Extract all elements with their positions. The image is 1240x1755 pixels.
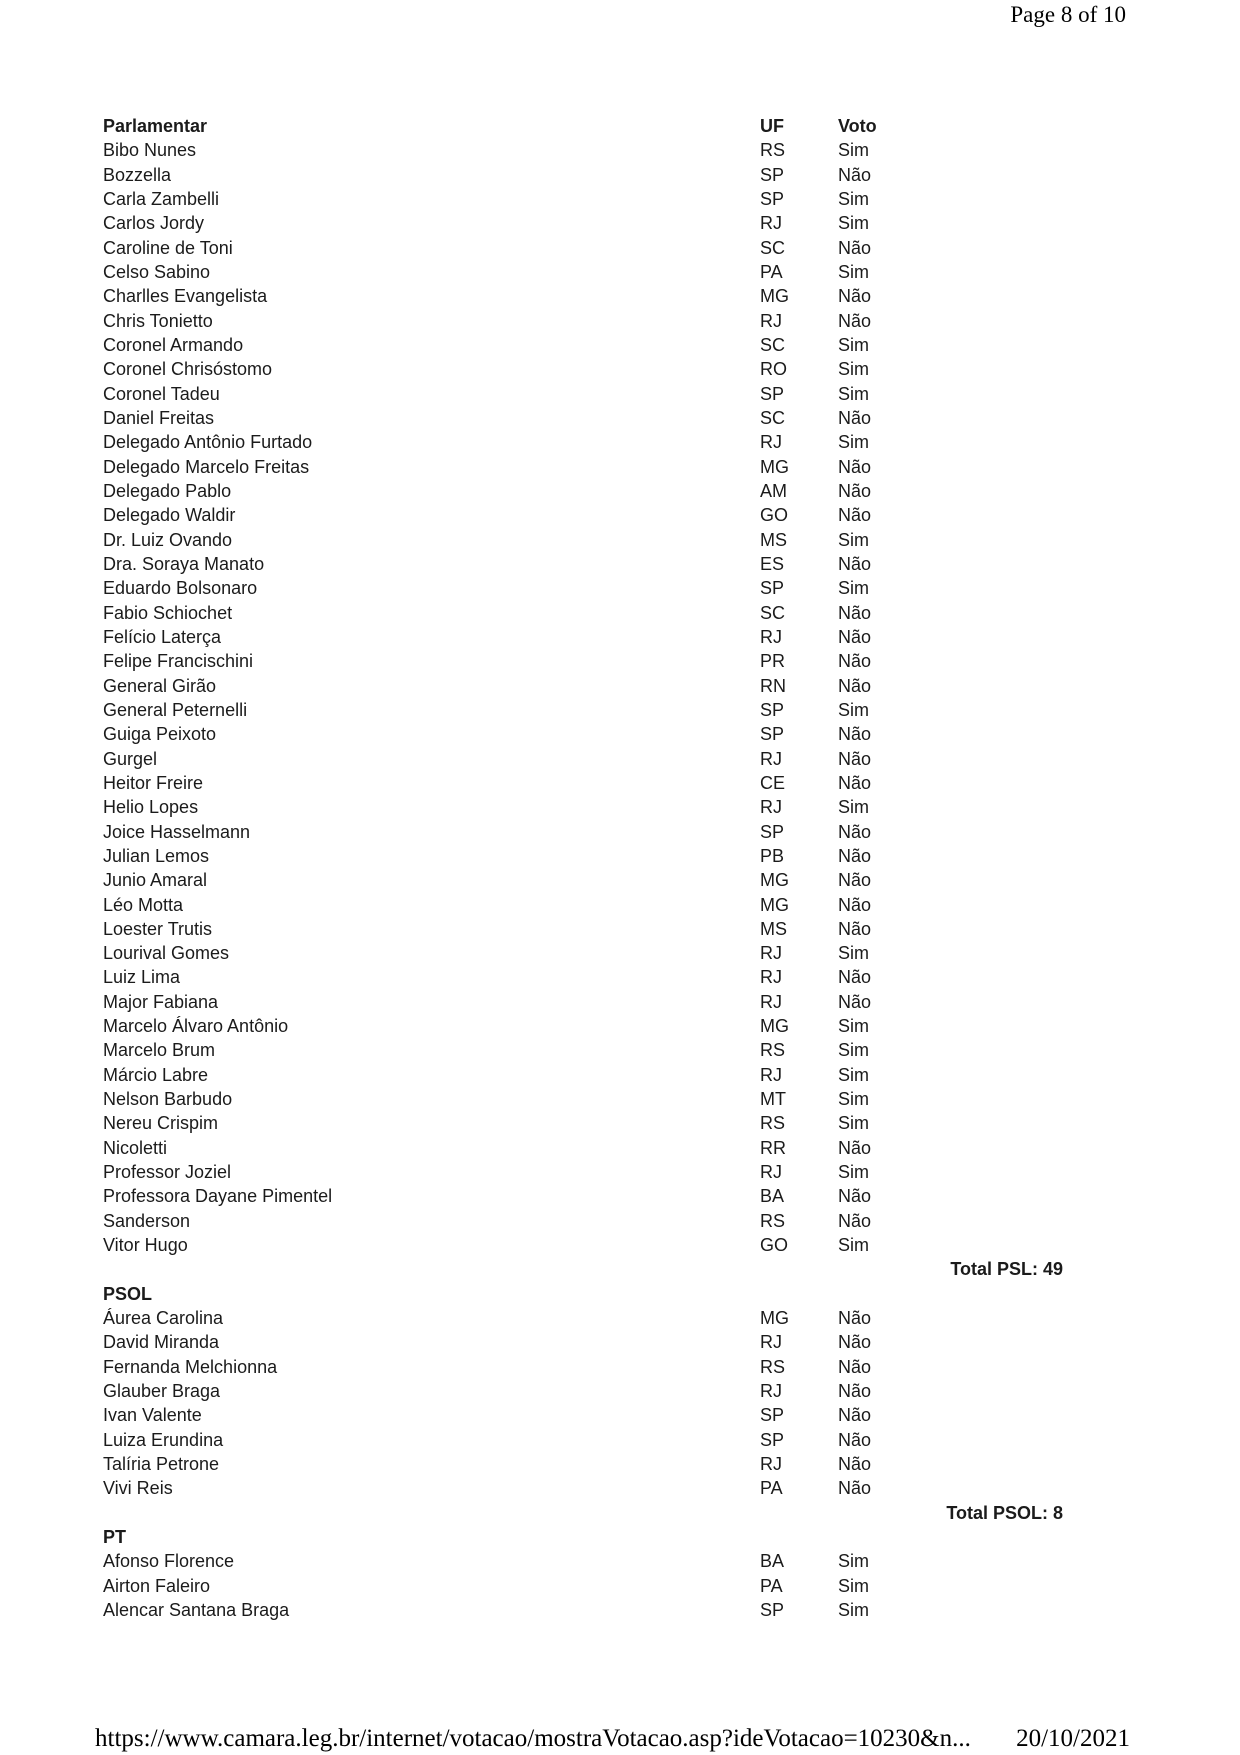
parlamentar-name: Major Fabiana <box>103 991 219 1012</box>
voto-value: Não <box>838 870 872 891</box>
votes-table <box>0 114 1240 1622</box>
voto-value: Não <box>838 651 872 672</box>
table-row <box>0 1038 1240 1062</box>
voto-value: Sim <box>838 359 869 380</box>
parlamentar-name: Junio Amaral <box>103 870 208 891</box>
table-row <box>0 1160 1240 1184</box>
uf-value: MG <box>760 456 789 477</box>
voto-value: Não <box>838 1381 872 1402</box>
parlamentar-name: Felício Laterça <box>103 626 222 647</box>
voto-value: Sim <box>838 1064 869 1085</box>
uf-value: SC <box>760 334 786 355</box>
table-header-row <box>0 114 1240 138</box>
parlamentar-name: Dr. Luiz Ovando <box>103 529 233 550</box>
uf-value: SP <box>760 164 785 185</box>
uf-value: SP <box>760 724 785 745</box>
table-row <box>0 917 1240 941</box>
voto-value: Não <box>838 286 872 307</box>
uf-value: RN <box>760 675 786 696</box>
parlamentar-name: Nicoletti <box>103 1137 168 1158</box>
table-row <box>0 1233 1240 1257</box>
parlamentar-name: General Girão <box>103 675 217 696</box>
parlamentar-name: Celso Sabino <box>103 261 211 282</box>
table-row <box>0 844 1240 868</box>
voto-value: Não <box>838 237 872 258</box>
table-row <box>0 1549 1240 1573</box>
voto-value: Não <box>838 845 872 866</box>
uf-value: SP <box>760 1405 785 1426</box>
uf-value: SP <box>760 188 785 209</box>
table-row <box>0 479 1240 503</box>
parlamentar-name: Bozzella <box>103 164 172 185</box>
uf-value: PA <box>760 1575 783 1596</box>
table-row <box>0 309 1240 333</box>
voto-value: Não <box>838 675 872 696</box>
parlamentar-name: Delegado Waldir <box>103 505 236 526</box>
voto-value: Sim <box>838 140 869 161</box>
uf-value: SP <box>760 1600 785 1621</box>
parlamentar-name: Vivi Reis <box>103 1478 173 1499</box>
uf-value: RJ <box>760 1454 782 1475</box>
parlamentar-name: Felipe Francischini <box>103 651 254 672</box>
parlamentar-name: Nelson Barbudo <box>103 1089 233 1110</box>
uf-value: SP <box>760 578 785 599</box>
voto-value: Não <box>838 1137 872 1158</box>
page-footer <box>95 1726 1130 1751</box>
voto-value: Não <box>838 164 872 185</box>
voto-value: Sim <box>838 699 869 720</box>
uf-value: MG <box>760 286 789 307</box>
uf-value: MG <box>760 1016 789 1037</box>
table-row <box>0 771 1240 795</box>
table-row <box>0 1184 1240 1208</box>
voto-value: Não <box>838 1356 872 1377</box>
voto-value: Não <box>838 505 872 526</box>
table-row <box>0 503 1240 527</box>
uf-value: SP <box>760 821 785 842</box>
voto-value: Sim <box>838 334 869 355</box>
voto-value: Sim <box>838 1551 869 1572</box>
parlamentar-name: Loester Trutis <box>103 918 213 939</box>
parlamentar-name: Daniel Freitas <box>103 407 215 428</box>
voto-value: Sim <box>838 943 869 964</box>
table-row <box>0 187 1240 211</box>
parlamentar-name: Márcio Labre <box>103 1064 209 1085</box>
uf-value: MS <box>760 918 787 939</box>
uf-value: RJ <box>760 310 782 331</box>
parlamentar-name: Léo Motta <box>103 894 184 915</box>
uf-value: SP <box>760 383 785 404</box>
parlamentar-name: Sanderson <box>103 1210 191 1231</box>
table-row <box>0 965 1240 989</box>
parlamentar-name: Carla Zambelli <box>103 188 220 209</box>
table-row <box>0 382 1240 406</box>
table-row <box>0 430 1240 454</box>
footer-date: 20/10/2021 <box>1016 1725 1130 1752</box>
voto-value: Sim <box>838 797 869 818</box>
table-row <box>0 1209 1240 1233</box>
voto-value: Não <box>838 1478 872 1499</box>
party-total-row <box>0 1501 1240 1525</box>
voto-value: Não <box>838 310 872 331</box>
uf-value: RJ <box>760 1381 782 1402</box>
voto-value: Não <box>838 724 872 745</box>
table-row <box>0 1403 1240 1427</box>
voto-value: Não <box>838 918 872 939</box>
table-row <box>0 795 1240 819</box>
table-row <box>0 357 1240 381</box>
votes-table-body <box>0 138 1240 1622</box>
voto-value: Sim <box>838 261 869 282</box>
uf-value: RJ <box>760 1162 782 1183</box>
uf-value: ES <box>760 553 785 574</box>
voto-value: Não <box>838 602 872 623</box>
uf-value: RJ <box>760 213 782 234</box>
voto-value: Sim <box>838 1575 869 1596</box>
parlamentar-name: Carlos Jordy <box>103 213 205 234</box>
voto-value: Sim <box>838 213 869 234</box>
parlamentar-name: Nereu Crispim <box>103 1113 219 1134</box>
party-header-row <box>0 1525 1240 1549</box>
parlamentar-name: Chris Tonietto <box>103 310 213 331</box>
uf-value: RS <box>760 1210 786 1231</box>
table-row <box>0 893 1240 917</box>
table-row <box>0 601 1240 625</box>
table-row <box>0 1306 1240 1330</box>
table-row <box>0 1355 1240 1379</box>
table-row <box>0 1452 1240 1476</box>
parlamentar-name: Guiga Peixoto <box>103 724 217 745</box>
uf-value: RR <box>760 1137 786 1158</box>
uf-value: RS <box>760 1040 786 1061</box>
footer-url: https://www.camara.leg.br/internet/votacao/mostraVotacao.asp?ideVotacao=10230&n... <box>95 1725 971 1752</box>
table-row <box>0 455 1240 479</box>
voto-value: Não <box>838 1332 872 1353</box>
parlamentar-name: Caroline de Toni <box>103 237 233 258</box>
table-row <box>0 698 1240 722</box>
uf-value: GO <box>760 505 789 526</box>
parlamentar-name: Fabio Schiochet <box>103 602 233 623</box>
parlamentar-name: Eduardo Bolsonaro <box>103 578 258 599</box>
uf-value: RJ <box>760 943 782 964</box>
uf-value: SP <box>760 1429 785 1450</box>
table-row <box>0 1087 1240 1111</box>
parlamentar-name: Delegado Antônio Furtado <box>103 432 313 453</box>
table-row <box>0 333 1240 357</box>
table-row <box>0 1111 1240 1135</box>
party-name: PSOL <box>103 1283 153 1304</box>
parlamentar-name: Luiz Lima <box>103 967 181 988</box>
voto-value: Não <box>838 626 872 647</box>
voto-value: Sim <box>838 1040 869 1061</box>
uf-value: RJ <box>760 797 782 818</box>
voto-value: Não <box>838 772 872 793</box>
uf-value: MT <box>760 1089 786 1110</box>
voto-value: Não <box>838 1210 872 1231</box>
column-header-parlamentar: Parlamentar <box>103 116 208 136</box>
table-row <box>0 406 1240 430</box>
table-row <box>0 625 1240 649</box>
column-header-voto: Voto <box>838 116 877 136</box>
voto-value: Não <box>838 967 872 988</box>
party-total-label: Total PSL: 49 <box>950 1259 1063 1280</box>
uf-value: RJ <box>760 967 782 988</box>
voto-value: Sim <box>838 432 869 453</box>
parlamentar-name: Marcelo Álvaro Antônio <box>103 1016 289 1037</box>
table-row <box>0 722 1240 746</box>
parlamentar-name: Áurea Carolina <box>103 1308 224 1329</box>
table-row <box>0 528 1240 552</box>
party-header-row <box>0 1282 1240 1306</box>
table-row <box>0 163 1240 187</box>
table-row <box>0 1379 1240 1403</box>
table-row <box>0 1330 1240 1354</box>
voto-value: Sim <box>838 383 869 404</box>
voto-value: Sim <box>838 1162 869 1183</box>
page-indicator: Page 8 of 10 <box>1010 2 1126 27</box>
voto-value: Sim <box>838 1113 869 1134</box>
table-row <box>0 284 1240 308</box>
table-row <box>0 1574 1240 1598</box>
parlamentar-name: Vitor Hugo <box>103 1235 188 1256</box>
table-row <box>0 1063 1240 1087</box>
uf-value: RS <box>760 1356 786 1377</box>
parlamentar-name: Alencar Santana Braga <box>103 1600 290 1621</box>
parlamentar-name: Luiza Erundina <box>103 1429 224 1450</box>
voto-value: Não <box>838 821 872 842</box>
uf-value: SC <box>760 602 786 623</box>
table-row <box>0 211 1240 235</box>
uf-value: BA <box>760 1551 785 1572</box>
uf-value: RO <box>760 359 787 380</box>
uf-value: SC <box>760 237 786 258</box>
parlamentar-name: Lourival Gomes <box>103 943 230 964</box>
parlamentar-name: Coronel Armando <box>103 334 244 355</box>
uf-value: PA <box>760 261 783 282</box>
voto-value: Não <box>838 407 872 428</box>
voto-value: Não <box>838 1429 872 1450</box>
parlamentar-name: Heitor Freire <box>103 772 204 793</box>
voto-value: Não <box>838 1405 872 1426</box>
voto-value: Não <box>838 553 872 574</box>
table-row <box>0 552 1240 576</box>
parlamentar-name: Talíria Petrone <box>103 1454 220 1475</box>
table-row <box>0 820 1240 844</box>
voto-value: Sim <box>838 1235 869 1256</box>
uf-value: PR <box>760 651 786 672</box>
uf-value: SC <box>760 407 786 428</box>
voto-value: Sim <box>838 1600 869 1621</box>
table-row <box>0 138 1240 162</box>
table-row <box>0 1428 1240 1452</box>
uf-value: GO <box>760 1235 789 1256</box>
parlamentar-name: Helio Lopes <box>103 797 199 818</box>
voto-value: Sim <box>838 1089 869 1110</box>
voto-value: Não <box>838 894 872 915</box>
table-row <box>0 1136 1240 1160</box>
parlamentar-name: Marcelo Brum <box>103 1040 216 1061</box>
uf-value: PA <box>760 1478 783 1499</box>
party-total-row <box>0 1257 1240 1281</box>
voto-value: Não <box>838 748 872 769</box>
uf-value: MG <box>760 894 789 915</box>
voto-value: Não <box>838 1186 872 1207</box>
parlamentar-name: Julian Lemos <box>103 845 210 866</box>
parlamentar-name: Glauber Braga <box>103 1381 221 1402</box>
voto-value: Não <box>838 1454 872 1475</box>
table-row <box>0 236 1240 260</box>
uf-value: BA <box>760 1186 785 1207</box>
table-row <box>0 649 1240 673</box>
uf-value: RS <box>760 140 786 161</box>
uf-value: SP <box>760 699 785 720</box>
parlamentar-name: David Miranda <box>103 1332 220 1353</box>
parlamentar-name: Delegado Marcelo Freitas <box>103 456 310 477</box>
voto-value: Não <box>838 480 872 501</box>
parlamentar-name: Ivan Valente <box>103 1405 202 1426</box>
parlamentar-name: Airton Faleiro <box>103 1575 211 1596</box>
uf-value: RJ <box>760 1332 782 1353</box>
table-row <box>0 576 1240 600</box>
parlamentar-name: Dra. Soraya Manato <box>103 553 265 574</box>
table-row <box>0 868 1240 892</box>
table-row <box>0 990 1240 1014</box>
party-name: PT <box>103 1527 127 1548</box>
parlamentar-name: Professor Joziel <box>103 1162 232 1183</box>
uf-value: RJ <box>760 432 782 453</box>
parlamentar-name: Charlles Evangelista <box>103 286 268 307</box>
column-header-uf: UF <box>760 116 784 136</box>
voto-value: Sim <box>838 529 869 550</box>
uf-value: RJ <box>760 748 782 769</box>
voto-value: Não <box>838 1308 872 1329</box>
parlamentar-name: Joice Hasselmann <box>103 821 251 842</box>
uf-value: CE <box>760 772 786 793</box>
parlamentar-name: Gurgel <box>103 748 158 769</box>
parlamentar-name: Coronel Tadeu <box>103 383 220 404</box>
voto-value: Sim <box>838 188 869 209</box>
parlamentar-name: Afonso Florence <box>103 1551 235 1572</box>
party-total-label: Total PSOL: 8 <box>946 1502 1063 1523</box>
parlamentar-name: Professora Dayane Pimentel <box>103 1186 333 1207</box>
parlamentar-name: General Peternelli <box>103 699 248 720</box>
parlamentar-name: Bibo Nunes <box>103 140 197 161</box>
voto-value: Não <box>838 456 872 477</box>
uf-value: RS <box>760 1113 786 1134</box>
uf-value: RJ <box>760 1064 782 1085</box>
uf-value: MG <box>760 870 789 891</box>
table-row <box>0 1014 1240 1038</box>
table-row <box>0 674 1240 698</box>
parlamentar-name: Coronel Chrisóstomo <box>103 359 273 380</box>
table-row <box>0 941 1240 965</box>
uf-value: RJ <box>760 626 782 647</box>
uf-value: AM <box>760 480 787 501</box>
table-row <box>0 747 1240 771</box>
voto-value: Não <box>838 991 872 1012</box>
parlamentar-name: Delegado Pablo <box>103 480 232 501</box>
table-row <box>0 260 1240 284</box>
voto-value: Sim <box>838 578 869 599</box>
voto-value: Sim <box>838 1016 869 1037</box>
uf-value: PB <box>760 845 785 866</box>
parlamentar-name: Fernanda Melchionna <box>103 1356 278 1377</box>
table-row <box>0 1598 1240 1622</box>
uf-value: MS <box>760 529 787 550</box>
table-row <box>0 1476 1240 1500</box>
uf-value: RJ <box>760 991 782 1012</box>
uf-value: MG <box>760 1308 789 1329</box>
